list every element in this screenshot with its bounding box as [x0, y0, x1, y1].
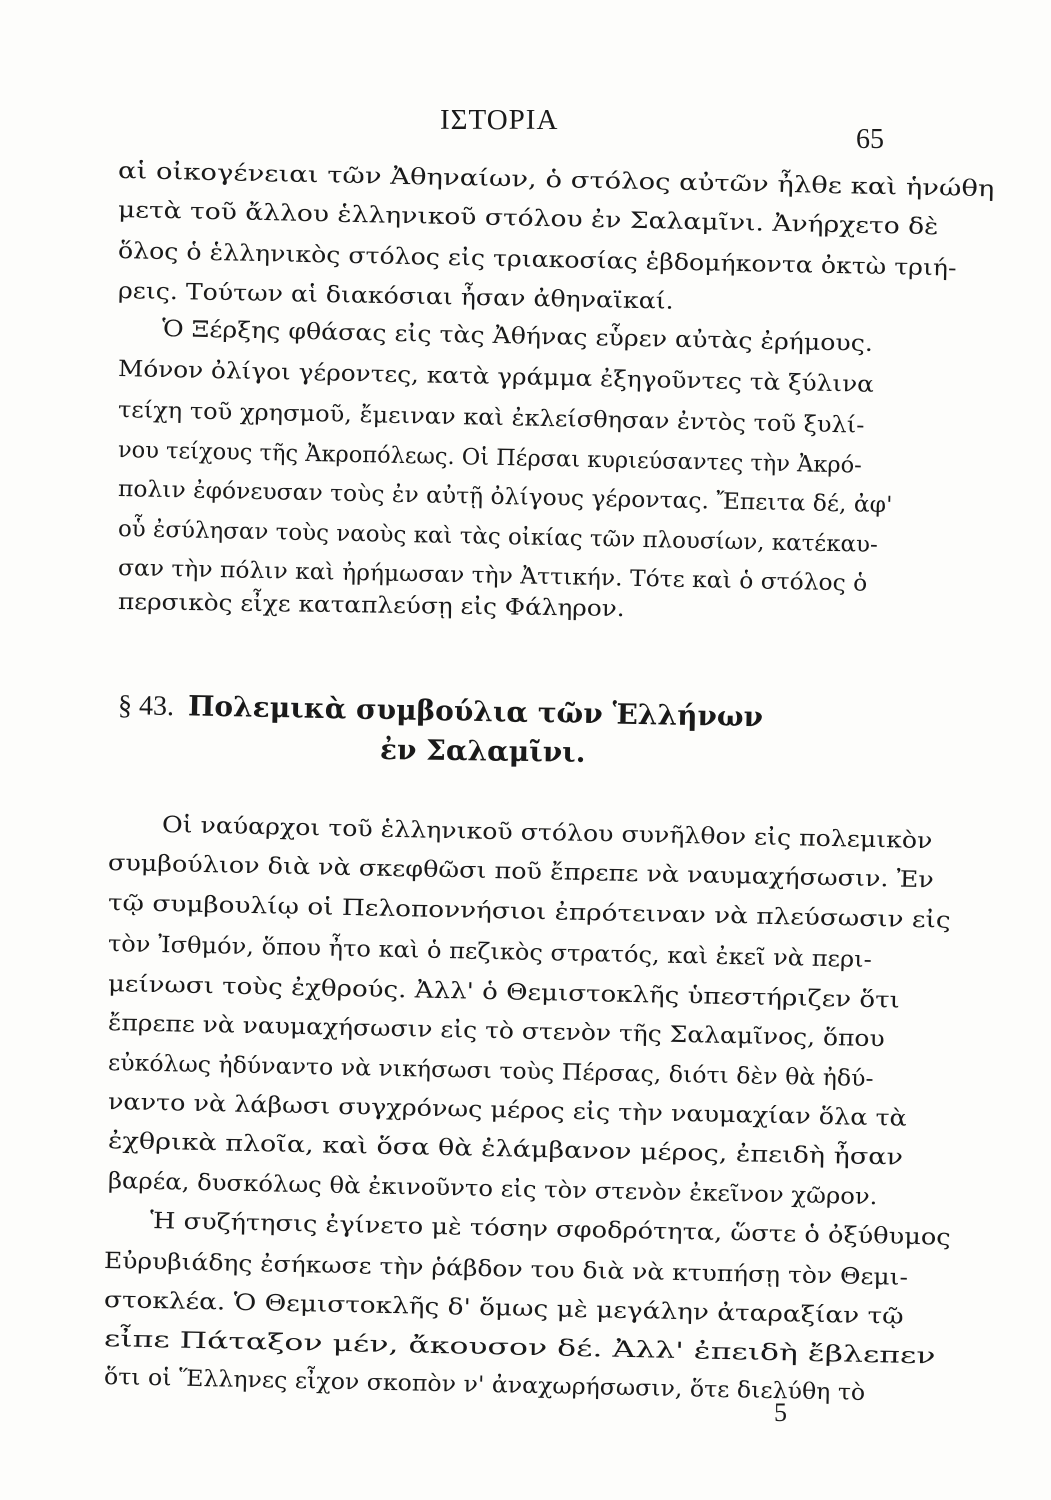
text-line: Οἱ ναύαρχοι τοῦ ἑλληνικοῦ στόλου συνῆλθον εἰς πολεμικὸν: [161, 812, 933, 855]
section-heading-line-2: ἐν Σαλαμῖνι.: [379, 733, 586, 769]
running-head-title: ΙΣΤΟΡΙΑ: [440, 104, 559, 136]
text-line: ἐχθρικὰ πλοῖα, καὶ ὅσα θὰ ἐλάμβανον μέρος, ἐπειδὴ ἦσαν: [107, 1128, 904, 1171]
text-line: Εὐρυβιάδης ἐσήκωσε τὴν ῥάβδον του διὰ νὰ κτυπήσῃ τὸν Θεμι-: [103, 1248, 909, 1291]
text-line: περσικὸς εἶχε καταπλεύσῃ εἰς Φάληρον.: [117, 589, 625, 623]
text-line: οὗ ἐσύλησαν τοὺς ναοὺς καὶ τὰς οἰκίας τῶν πλουσίων, κατέκαυ-: [117, 516, 879, 558]
text-line: Μόνον ὀλίγοι γέροντες, κατὰ γράμμα ἐξηγοῦντες τὰ ξύλινα: [117, 356, 875, 398]
text-line: τείχη τοῦ χρησμοῦ, ἔμειναν καὶ ἐκλείσθησαν ἐντὸς τοῦ ξυλί-: [117, 397, 865, 439]
text-line: μείνωσι τοὺς ἐχθρούς. Ἀλλ' ὁ Θεμιστοκλῆς ὑπεστήριζεν ὅτι: [107, 971, 901, 1014]
section-number: § 43.: [117, 690, 175, 723]
text-line: τὸν Ἰσθμόν, ὅπου ἦτο καὶ ὁ πεζικὸς στρατός, καὶ ἐκεῖ νὰ περι-: [107, 931, 873, 973]
text-line: σαν τὴν πόλιν καὶ ἠρήμωσαν τὴν Ἀττικήν. Τότε καὶ ὁ στόλος ὁ: [117, 555, 868, 597]
text-line: συμβούλιον διὰ νὰ σκεφθῶσι ποῦ ἔπρεπε νὰ ναυμαχήσωσιν. Ἐν: [107, 850, 935, 894]
text-line: βαρέα, δυσκόλως θὰ ἐκινοῦντο εἰς τὸν στενὸν ἐκεῖνον χῶρον.: [107, 1168, 878, 1211]
text-line: τῷ συμβουλίῳ οἱ Πελοποννήσιοι ἐπρότειναν νὰ πλεύσωσιν εἰς: [107, 890, 951, 934]
text-line: πολιν ἐφόνευσαν τοὺς ἐν αὐτῇ ὀλίγους γέροντας. Ἔπειτα δέ, ἀφ': [117, 476, 893, 519]
section-title: Πολεμικὰ συμβούλια τῶν Ἑλλήνων: [187, 689, 764, 734]
text-line: ρεις. Τούτων αἱ διακόσιαι ἦσαν ἀθηναϊκαί.: [117, 278, 674, 315]
section-heading-line-1: [118, 688, 764, 734]
page-number: 65: [856, 124, 884, 155]
text-line: μετὰ τοῦ ἄλλου ἑλληνικοῦ στόλου ἐν Σαλαμῖνι. Ἀνήρχετο δὲ: [117, 197, 939, 241]
text-line: εἶπε Πάταξον μέν, ἄκουσον δέ. Ἀλλ' ἐπειδὴ ἔβλεπεν: [103, 1326, 936, 1370]
text-line: νου τείχους τῆς Ἀκροπόλεως. Οἱ Πέρσαι κυριεύσαντες τὴν Ἀκρό-: [117, 437, 863, 479]
text-line: εὐκόλως ἠδύναντο νὰ νικήσωσι τοὺς Πέρσας, διότι δὲν θὰ ἠδύ-: [107, 1050, 874, 1093]
text-line: ἔπρεπε νὰ ναυμαχήσωσιν εἰς τὸ στενὸν τῆς Σαλαμῖνος, ὅπου: [107, 1010, 885, 1053]
text-line: στοκλέα. Ὁ Θεμιστοκλῆς δ' ὅμως μὲ μεγάλην ἀταραξίαν τῷ: [103, 1287, 904, 1330]
signature-mark: 5: [774, 1398, 787, 1427]
text-line: ὅτι οἱ Ἕλληνες εἶχον σκοπὸν ν' ἀναχωρήσωσιν, ὅτε διελύθη τὸ: [103, 1364, 866, 1406]
text-line: Ἡ συζήτησις ἐγίνετο μὲ τόσην σφοδρότητα, ὥστε ὁ ὀξύθυμος: [149, 1208, 951, 1251]
text-line: ναντο νὰ λάβωσι συγχρόνως μέρος εἰς τὴν ναυμαχίαν ὅλα τὰ: [107, 1089, 907, 1132]
text-line: αἱ οἰκογένειαι τῶν Ἀθηναίων, ὁ στόλος αὐτῶν ἦλθε καὶ ἡνώθη: [117, 158, 995, 203]
text-line: ὅλος ὁ ἑλληνικὸς στόλος εἰς τριακοσίας ἑβδομήκοντα ὀκτὼ τριή-: [117, 238, 957, 282]
text-line: Ὁ Ξέρξης φθάσας εἰς τὰς Ἀθήνας εὗρεν αὐτὰς ἐρήμους.: [161, 316, 874, 357]
